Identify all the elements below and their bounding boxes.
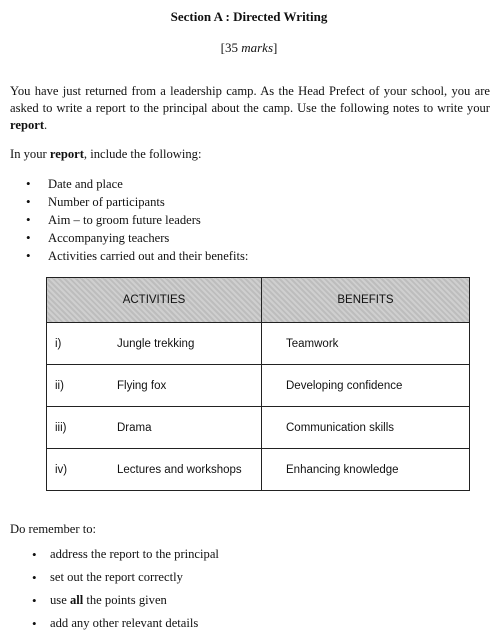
note-item: • Accompanying teachers (26, 229, 248, 247)
reminder-text: use (50, 593, 70, 607)
reminder-item: • set out the report correctly (32, 566, 219, 589)
activity-cell (47, 407, 262, 449)
benefits-header: BENEFITS (262, 278, 470, 323)
notes-list (26, 175, 248, 265)
activity-name: Lectures and workshops (117, 463, 242, 476)
note-item: • Activities carried out and their benefits: (26, 247, 248, 265)
row-number: iii) (55, 421, 67, 434)
include-end: , include the following: (83, 147, 202, 161)
activities-table (46, 277, 470, 491)
benefit-cell: Teamwork (262, 323, 470, 365)
intro-bold-report: report (10, 118, 45, 132)
reminder-item (32, 589, 219, 612)
reminders-list (32, 543, 219, 635)
table-header-row (47, 278, 470, 323)
intro-end: . (44, 118, 48, 132)
reminder-bold-all: all (69, 593, 84, 607)
reminder-item: • add any other relevant details (32, 612, 219, 635)
row-number: ii) (55, 379, 64, 392)
section-title: Section A : Directed Writing (170, 9, 328, 24)
note-item: • Aim – to groom future leaders (26, 211, 248, 229)
table-row (47, 449, 470, 491)
remember-heading: Do remember to: (10, 522, 97, 536)
activity-name: Drama (117, 421, 152, 434)
marks-close: ] (273, 40, 278, 55)
activity-cell (47, 323, 262, 365)
table-row (47, 365, 470, 407)
benefit-cell: Communication skills (262, 407, 470, 449)
note-item: • Number of participants (26, 193, 248, 211)
activity-cell (47, 365, 262, 407)
intro-text: You have just returned from a leadership camp. As the Head Prefect of your school, you are asked to write a report to the principal about the camp. Use the following notes to write your (10, 84, 490, 115)
instructions-paragraph (10, 83, 490, 134)
marks-word: marks (241, 40, 274, 55)
row-number: iv) (55, 463, 68, 476)
marks-label (0, 40, 498, 56)
activity-cell (47, 449, 262, 491)
marks-open: [35 (220, 40, 242, 55)
note-item: • Date and place (26, 175, 248, 193)
row-number: i) (55, 337, 62, 350)
include-heading (10, 146, 490, 163)
reminder-text: the points given (83, 593, 167, 607)
table-row (47, 407, 470, 449)
include-bold-report: report (49, 147, 84, 161)
include-text: In your (10, 147, 50, 161)
activity-name: Flying fox (117, 379, 167, 392)
benefit-cell: Developing confidence (262, 365, 470, 407)
table-row (47, 323, 470, 365)
activity-name: Jungle trekking (117, 337, 195, 350)
benefit-cell: Enhancing knowledge (262, 449, 470, 491)
activities-header: ACTIVITIES (47, 278, 262, 323)
reminder-item: • address the report to the principal (32, 543, 219, 566)
